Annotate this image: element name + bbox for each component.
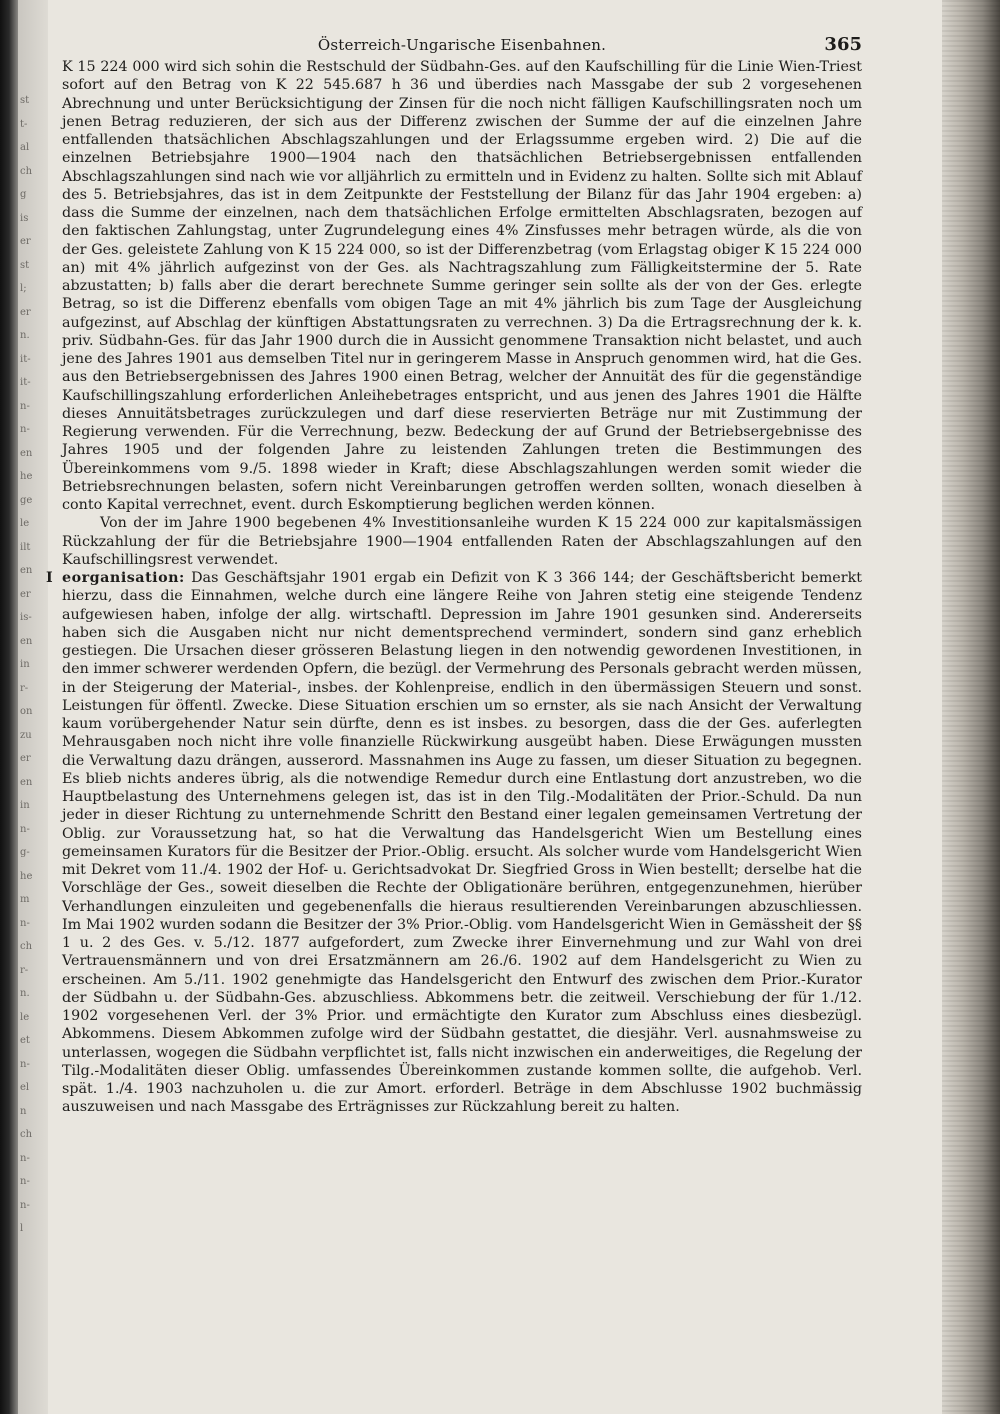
previous-page-fragment: ge — [20, 494, 33, 506]
previous-page-fragment: n- — [20, 1199, 30, 1211]
running-header — [62, 24, 862, 55]
previous-page-fragment: n- — [20, 424, 30, 435]
previous-page-fragment: le — [20, 518, 30, 529]
previous-page-fragment: er — [20, 753, 31, 764]
previous-page-fragment: m — [20, 894, 30, 905]
previous-page-fragment: it- — [20, 353, 31, 365]
previous-page-fragment: l; — [20, 283, 27, 294]
previous-page-fragment: en — [20, 447, 33, 459]
previous-page-fragment: st — [20, 259, 30, 271]
previous-page-fragment: n. — [20, 988, 30, 999]
previous-page-fragment: n- — [20, 1058, 30, 1070]
previous-page-fragment: t- — [20, 118, 28, 130]
previous-page-fragment: in — [20, 800, 30, 811]
previous-page-edge — [18, 0, 48, 1414]
previous-page-fragment: n- — [20, 400, 30, 412]
previous-page-fragment: en — [20, 635, 33, 647]
previous-page-fragment: g — [20, 189, 27, 200]
book-gutter-shadow — [0, 0, 18, 1414]
previous-page-fragment: r- — [20, 682, 29, 694]
previous-page-fragment: zu — [20, 729, 32, 741]
paragraph-investitionsanleihe: Von der im Jahre 1900 begebenen 4% Investitionsanleihe wurden K 15 224 000 zur kapitalsmässigen Rückzahlung der für die Betriebsjahre 1900—1904 entfallenden Raten der Abschlagszahlungen auf den Kaufschillingsrest verwendet. — [62, 515, 862, 568]
previous-page-fragment: n. — [20, 330, 30, 341]
previous-page-fragment: er — [20, 236, 31, 247]
previous-page-fragment: ch — [20, 1129, 33, 1140]
previous-page-fragment: l — [20, 1223, 24, 1234]
previous-page-fragment: en — [20, 565, 33, 576]
previous-page-fragment: n- — [20, 1152, 30, 1164]
previous-page-fragment: le — [20, 1011, 30, 1023]
previous-page-fragment: on — [20, 706, 33, 717]
previous-page-fragment: he — [20, 870, 33, 882]
paragraph-reorganisation-text: Das Geschäftsjahr 1901 ergab ein Defizit von K 3 366 144; der Geschäftsbericht bemerkt hierzu, dass die Einnahmen, welche durch eine längere Reihe von Jahren stetig eine steigende Tendenz aufgewiesen haben, infolge der allg. wirtschaftl. Depression im Jahre 1901 gesunken sind. Andererseits haben sich die Ausgaben nicht nur nicht dementsprechend vermindert, sondern sind ganz erheblich gestiegen. Die Ursachen dieser grösseren Belastung liegen in den notwendig gewordenen Investitionen, in den immer schwerer werdenden Opfern, die bezügl. der Vermehrung des Personals gebracht werden müssen, in der Steigerung der Material-, insbes. der Kohlenpreise, endlich in den übermässigen Steuern und sonst. Leistungen für öffentl. Zwecke. Diese Situation erschien um so ernster, als sie nach Ansicht der Verwaltung kaum vorübergehender Natur sein dürfte, denn es ist insbes. zu besorgen, dass die der Ges. auferlegten Mehrausgaben noch nicht ihre volle finanzielle Rückwirkung ausgeübt haben. Diese Erwägungen mussten die Verwaltung dazu drängen, ausserord. Massnahmen ins Auge zu fassen, um dieser Situation zu begegnen. Es blieb nichts anderes übrig, als die notwendige Remedur durch eine Entlastung dort anzustreben, wo die Hauptbelastung des Unternehmens gelegen ist, das ist in den Tilg.-Modalitäten der Prior.-Schuld. Da nun jeder in dieser Richtung zu unternehmende Schritt den Bestand einer legalen gemeinsamen Vertretung der Oblig. zur Voraussetzung hat, so hat die Verwaltung das Handelsgericht Wien um Bestellung eines gemeinsamen Kurators für die Besitzer der Prior.-Oblig. ersucht. Als solcher wurde vom Handelsgericht Wien mit Dekret vom 11./4. 1902 der Hof- u. Gerichtsadvokat Dr. Siegfried Gross in Wien bestellt; derselbe hat die Vorschläge der Ges., soweit dieselben die Rechte der Obligationäre berühren, entgegenzunehmen, hierüber Verhandlungen einzuleiten und gegebenenfalls die hieraus resultierenden Vereinbarungen abzuschliessen. Im Mai 1902 wurden sodann die Besitzer der 3% Prior.-Oblig. vom Handelsgericht Wien in Gemässheit der §§ 1 u. 2 des Ges. v. 5./12. 1877 aufgefordert, zum Zwecke ihrer Einvernehmung und zur Wahl von drei Vertrauensmännern und von drei Ersatzmännern am 26./6. 1902 auf dem Handelsgericht zu Wien zu erscheinen. Am 5./11. 1902 genehmigte das Handelsgericht den Entwurf des zwischen dem Prior.-Kurator der Südbahn u. der Südbahn-Ges. abzuschliess. Abkommens betr. die zeitweil. Verschiebung der für 1./12. 1902 vorgesehenen Verl. der 3% Prior. und ermächtigte den Kurator zum Abschluss eines diesbezügl. Abkommens. Diesem Abkommen zufolge wird der Südbahn gestattet, die diesjähr. Verl. ausnahmsweise zu unterlassen, wogegen die Südbahn verpflichtet ist, falls nicht inzwischen ein anderweitiges, die Regelung der Tilg.-Modalitäten dieser Oblig. umfassendes Übereinkommen zustande kommen sollte, die aufgehob. Verl. spät. 1./4. 1903 nachzuholen u. die zur Amort. erforderl. Beträge in dem Abschlusse 1902 buchmässig auszuweisen und nach Massgabe des Erträgnisses zur Rückzahlung bereit zu halten. — [62, 570, 863, 1116]
previous-page-fragment: ch — [20, 941, 33, 952]
previous-page-fragment: en — [20, 776, 33, 788]
previous-page-fragment: ch — [20, 165, 33, 177]
book-spine-edge — [942, 0, 1000, 1414]
previous-page-fragment: er — [20, 306, 31, 318]
previous-page-fragment: n- — [20, 1176, 30, 1187]
section-heading: eorganisation: — [62, 570, 185, 586]
paragraph-reorganisation — [62, 569, 862, 1117]
previous-page-fragment: g- — [20, 847, 30, 858]
previous-page-fragment: in — [20, 659, 30, 670]
previous-page-fragment: r- — [20, 964, 29, 976]
section-marker: I — [46, 570, 53, 586]
previous-page-fragment: er — [20, 588, 31, 600]
running-title: Österreich-Ungarische Eisenbahnen. — [317, 36, 607, 54]
previous-page-fragment: st — [20, 95, 30, 106]
section-reorganisation — [46, 569, 863, 1117]
previous-page-fragment: is- — [20, 612, 32, 623]
page-number: 365 — [824, 34, 862, 55]
previous-page-fragment: ilt — [20, 541, 31, 553]
page-content — [46, 24, 863, 1117]
previous-page-fragment: it- — [20, 377, 31, 388]
previous-page-fragment: et — [20, 1035, 30, 1046]
previous-page-fragment: he — [20, 471, 33, 482]
body-text — [46, 58, 863, 1117]
previous-page-fragment: el — [20, 1082, 30, 1093]
previous-page-fragment: n- — [20, 917, 30, 929]
paragraph-restschuld: K 15 224 000 wird sich sohin die Restschuld der Südbahn-Ges. auf den Kaufschilling für die Linie Wien-Triest sofort auf den Betrag von K 22 545.687 h 36 und überdies nach Massgabe der sub 2 vorgesehenen Abrechnung und unter Berücksichtigung der Zinsen für die noch nicht fälligen Kaufschillingsraten noch um jenen Betrag reduzieren, der sich aus der Differenz zwischen der Summe der auf die einzelnen Jahre entfallenden thatsächlichen Abschlagszahlungen und der Erlagssumme ergeben wird. 2) Die auf die einzelnen Betriebsjahre 1900—1904 nach den thatsächlichen Betriebsergebnissen entfallenden Abschlagszahlungen sind nach wie vor alljährlich zu ermitteln und in Evidenz zu halten. Sollte sich mit Ablauf des 5. Betriebsjahres, das ist in dem Zeitpunkte der Feststellung der Bilanz für das Jahr 1904 ergeben: a) dass die Summe der einzelnen, nach dem thatsächlichen Erfolge ermittelten Abschlagsraten, bezogen auf den faktischen Zahlungstag, unter Zugrundelegung eines 4% Zinsfusses mehr betragen würde, als die von der Ges. geleistete Zahlung von K 15 224 000, so ist der Differenzbetrag (vom Erlagstag obiger K 15 224 000 an) mit 4% jährlich aufgezinst von der Ges. als Nachtragszahlung zum Fälligkeitstermine der 5. Rate abzustatten; b) falls aber die derart berechnete Summe geringer sein sollte als der von der Ges. erlegte Betrag, so ist die Differenz ebenfalls vom obigen Tage an mit 4% jährlich bis zum Tage der Ausgleichung aufgezinst, auf Abschlag der künftigen Abstattungsraten zu verrechnen. 3) Da die Ertragsrechnung der k. k. priv. Südbahn-Ges. für das Jahr 1900 durch die in Aussicht genommene Transaktion nicht belastet, und auch jene des Jahres 1901 aus demselben Titel nur in geringerem Masse in Anspruch genommen wird, hat die Ges. aus den Betriebsergebnissen des Jahres 1900 einen Betrag, welcher der Annuität des für die gegenständige Kaufschillingszahlung erforderlichen Anleihebetrages entspricht, und aus jenen des Jahres 1901 die Hälfte dieses Annuitätsbetrages zurückzulegen und darf diese reservierten Beträge nur mit Zustimmung der Regierung verwenden. Für die Verrechnung, bezw. Bedeckung der auf Grund der Betriebsergebnisse des Jahres 1905 und der folgenden Jahre zu leistenden Zahlungen treten die Bestimmungen des Übereinkommens vom 9./5. 1898 wieder in Kraft; diese Abschlagszahlungen werden somit wieder die Betriebsrechnungen belasten, sofern nicht Vereinbarungen getroffen werden sollten, wonach dieselben à conto Kapital verrechnet, event. durch Eskomptierung beglichen werden können. — [62, 59, 862, 513]
previous-page-fragment: al — [20, 142, 30, 153]
previous-page-fragment: is — [20, 212, 29, 224]
previous-page-fragment: n — [20, 1105, 27, 1117]
previous-page-fragment: n- — [20, 823, 30, 835]
